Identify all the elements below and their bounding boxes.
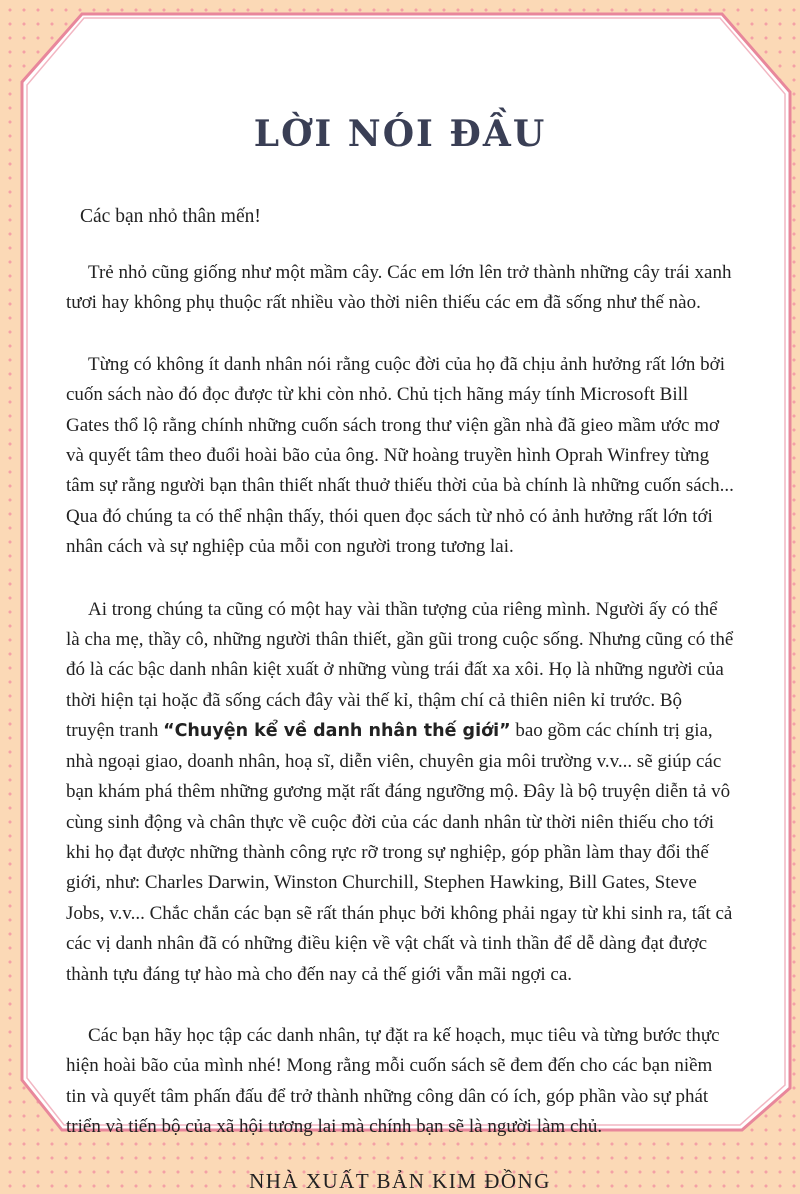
greeting: Các bạn nhỏ thân mến! xyxy=(80,206,261,227)
paragraph-4: Các bạn hãy học tập các danh nhân, tự đặt ra kế hoạch, mục tiêu và từng bước thực hiện hoài bão của mình nhé! Mong rằng mỗi cuốn sách sẽ đem đến cho các bạn niềm tin và quyết tâm phấn đấu để trở thành những công dân có ích, góp phần vào sự phát triển và tiến bộ của xã hội tương lai mà chính bạn sẽ là người làm chủ. xyxy=(66,1024,720,1138)
paragraph-2: Từng có không ít danh nhân nói rằng cuộc đời của họ đã chịu ảnh hưởng rất lớn bởi cuốn sách nào đó đọc được từ khi còn nhỏ. Chủ tịch hãng máy tính Microsoft Bill Gates thổ lộ rằng chính những cuốn sách trong thư viện gần nhà đã gieo mầm ước mơ và quyết tâm theo đuổi hoài bão của ông. Nữ hoàng truyền hình Oprah Winfrey từng tâm sự rằng người bạn thân thiết nhất thuở thiếu thời của bà chính là những cuốn sách... Qua đó chúng ta có thể nhận thấy, thói quen đọc sách từ nhỏ có ảnh hưởng rất lớn tới nhân cách và sự nghiệp của mỗi con người trong tương lai. xyxy=(66,353,734,558)
series-title: “Chuyện kể về danh nhân thế giới” xyxy=(163,721,511,742)
page-title: LỜI NÓI ĐẦU xyxy=(253,113,547,155)
paragraph-1: Trẻ nhỏ cũng giống như một mầm cây. Các em lớn lên trở thành những cây trái xanh tươi hay không phụ thuộc rất nhiều vào thời niên thiếu các em đã sống như thế nào. xyxy=(66,262,732,314)
publisher-signature: NHÀ XUẤT BẢN KIM ĐỒNG xyxy=(249,1168,551,1193)
preface-page xyxy=(66,108,734,1194)
paragraph-3-rest: bao gồm các chính trị gia, nhà ngoại giao, doanh nhân, hoạ sĩ, diễn viên, chuyên gia môi trường v.v... sẽ giúp các bạn khám phá thêm những gương mặt rất đáng ngưỡng mộ. Đây là bộ truyện diễn tả vô cùng sinh động và chân thực về cuộc đời của các danh nhân từ thời niên thiếu cho tới khi họ đạt được những thành công rực rỡ trong sự nghiệp, góp phần làm thay đổi thế giới, như: Charles Darwin, Winston Churchill, Stephen Hawking, Bill Gates, Steve Jobs, v.v... Chắc chắn các bạn sẽ rất thán phục bởi không phải ngay từ khi sinh ra, tất cả các vị danh nhân đã có những điều kiện về vật chất và tinh thần để dễ dàng đạt được thành tựu đáng tự hào mà cho đến nay cả thế giới vẫn mãi ngợi ca. xyxy=(66,720,733,985)
paragraph-3 xyxy=(66,595,734,990)
paragraph-3-intro: Ai trong chúng ta cũng có một hay vài thần tượng của riêng mình. Người ấy có thể là cha mẹ, thầy cô, những người thân thiết, gần gũi trong cuộc sống. Nhưng cũng có thể đó là các bậc danh nhân kiệt xuất ở những vùng trái đất xa xôi. Họ là những người của thời hiện tại hoặc đã sống cách đây vài thế kỉ, thậm chí cả thiên niên kỉ trước. Bộ truyện tranh xyxy=(66,598,734,742)
